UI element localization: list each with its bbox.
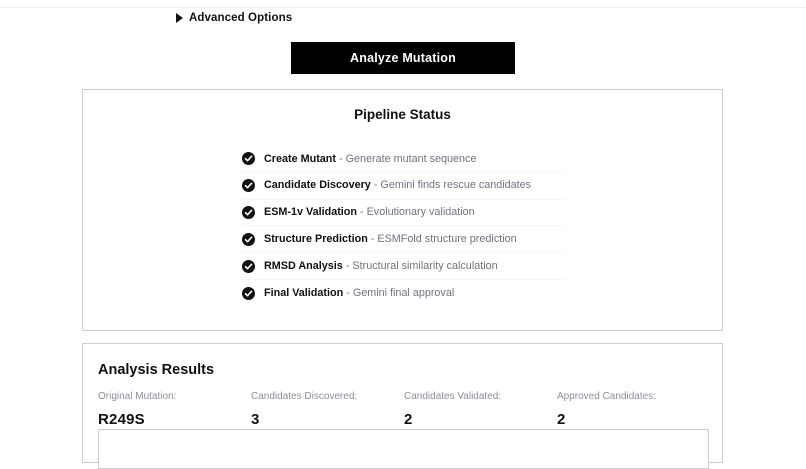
result-metric — [98, 391, 251, 428]
pipeline-step-separator: - — [346, 286, 350, 299]
pipeline-step-description: Structural similarity calculation — [352, 259, 498, 272]
check-circle-icon — [242, 179, 255, 192]
pipeline-status-title: Pipeline Status — [354, 107, 451, 122]
check-circle-icon — [242, 206, 255, 219]
pipeline-step-text — [264, 180, 531, 191]
pipeline-step-text — [264, 207, 475, 218]
pipeline-step-name: Candidate Discovery — [264, 179, 371, 192]
result-metric — [404, 391, 557, 428]
pipeline-step-text — [264, 154, 476, 165]
pipeline-step-name: Structure Prediction — [264, 232, 368, 245]
result-metric-value: 3 — [251, 411, 260, 428]
pipeline-step-separator: - — [339, 152, 343, 165]
pipeline-step-text — [264, 288, 454, 299]
pipeline-step-text — [264, 234, 517, 245]
pipeline-step — [242, 146, 565, 173]
pipeline-step-description: ESMFold structure prediction — [377, 232, 517, 245]
pipeline-step-description: Gemini finds rescue candidates — [380, 179, 532, 192]
pipeline-step-name: ESM-1v Validation — [264, 206, 357, 219]
pipeline-step-list — [242, 146, 565, 307]
check-circle-icon — [242, 233, 255, 246]
pipeline-step — [242, 173, 565, 200]
result-metric — [557, 391, 710, 428]
pipeline-step-name: RMSD Analysis — [264, 259, 343, 272]
result-metric-value: 2 — [557, 411, 566, 428]
pipeline-step-separator: - — [370, 232, 375, 245]
analysis-results-title: Analysis Results — [98, 362, 215, 378]
top-divider — [0, 7, 806, 8]
analyze-mutation-button[interactable]: Analyze Mutation — [291, 42, 515, 74]
pipeline-step-description: Generate mutant sequence — [345, 152, 477, 165]
pipeline-step — [242, 280, 565, 307]
pipeline-status-card — [82, 89, 723, 331]
pipeline-step-separator: - — [373, 179, 378, 192]
pipeline-step-description: Gemini final approval — [352, 286, 455, 299]
results-detail-panel — [98, 429, 709, 469]
triangle-right-icon — [176, 13, 183, 23]
pipeline-step-name: Create Mutant — [264, 152, 336, 165]
results-metrics-row — [98, 391, 710, 428]
result-metric-label: Original Mutation: — [98, 391, 177, 402]
pipeline-step — [242, 226, 565, 253]
pipeline-step-separator: - — [345, 259, 350, 272]
check-circle-icon — [242, 152, 255, 165]
check-circle-icon — [242, 260, 255, 273]
advanced-options-toggle[interactable] — [176, 12, 292, 24]
pipeline-step — [242, 200, 565, 227]
advanced-options-label: Advanced Options — [189, 12, 293, 24]
result-metric-value: R249S — [98, 411, 145, 428]
pipeline-step-separator: - — [360, 206, 364, 219]
result-metric — [251, 391, 404, 428]
result-metric-label: Approved Candidates: — [557, 391, 656, 402]
pipeline-step-text — [264, 261, 498, 272]
check-circle-icon — [242, 287, 255, 300]
pipeline-step-description: Evolutionary validation — [366, 206, 475, 219]
result-metric-value: 2 — [404, 411, 413, 428]
pipeline-step-name: Final Validation — [264, 286, 344, 299]
pipeline-step — [242, 253, 565, 280]
analysis-results-card — [82, 343, 723, 463]
result-metric-label: Candidates Validated: — [404, 391, 502, 402]
result-metric-label: Candidates Discovered: — [251, 391, 358, 402]
